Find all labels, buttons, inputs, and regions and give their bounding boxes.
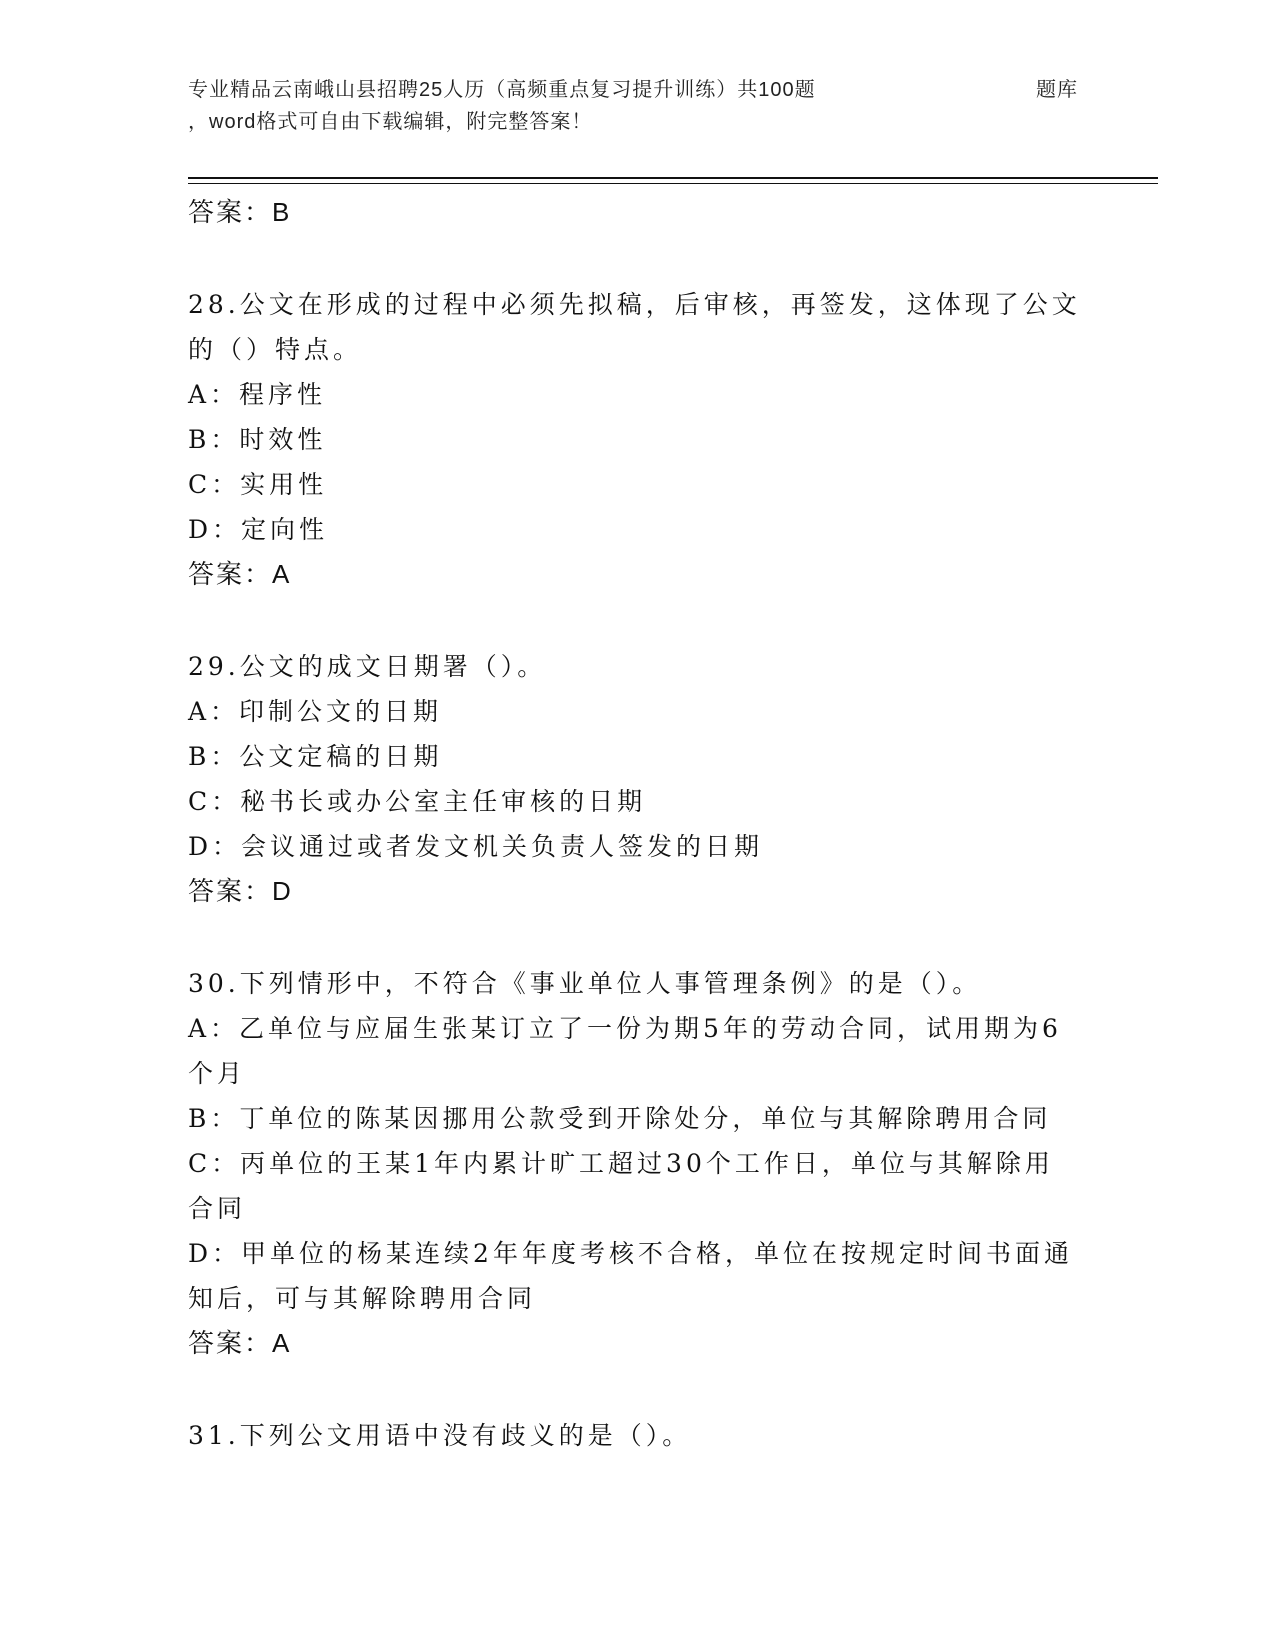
page-header [188,74,1078,138]
header-tag: 题库 [1036,79,1078,101]
option-a: A：乙单位与应届生张某订立了一份为期5年的劳动合同，试用期为6 [188,1014,1062,1043]
option-b: B：时效性 [188,425,327,454]
option-c: C：丙单位的王某1年内累计旷工超过30个工作日，单位与其解除用 [188,1149,1054,1178]
question-30 [188,961,1088,1366]
header-rule-thin [188,183,1158,184]
question-text: 29.公文的成文日期署（）。 [188,652,547,681]
option-d: D：会议通过或者发文机关负责人签发的日期 [188,832,764,861]
header-line-1 [188,74,1078,106]
option-a: A：程序性 [188,380,327,409]
question-29 [188,644,1088,914]
question-text: 28.公文在形成的过程中必须先拟稿，后审核，再签发，这体现了公文 [188,290,1081,319]
option-a-cont: 个月 [188,1059,247,1088]
header-title: 专业精品云南峨山县招聘25人历（高频重点复习提升训练）共100题 [188,79,816,101]
header-rule-thick [188,177,1158,179]
spacer [188,597,1088,644]
option-c-cont: 合同 [188,1194,247,1223]
spacer [188,235,1088,282]
answer-29: 答案：D [188,876,293,906]
option-c: C：实用性 [188,470,328,499]
option-c: C：秘书长或办公室主任审核的日期 [188,787,647,816]
question-text: 31.下列公文用语中没有歧义的是（）。 [188,1421,692,1450]
option-a: A：印制公文的日期 [188,697,443,726]
question-28 [188,282,1088,597]
answer-28: 答案：A [188,559,292,589]
option-b: B：公文定稿的日期 [188,742,443,771]
option-d-cont: 知后，可与其解除聘用合同 [188,1284,537,1313]
question-31 [188,1413,1088,1458]
answer-30: 答案：A [188,1328,292,1358]
question-text: 30.下列情形中，不符合《事业单位人事管理条例》的是（）。 [188,969,982,998]
answer-27: 答案：B [188,197,292,227]
header-subtitle: ，word格式可自由下载编辑，附完整答案！ [188,111,593,133]
option-d: D：甲单位的杨某连续2年年度考核不合格，单位在按规定时间书面通 [188,1239,1073,1268]
option-b: B：丁单位的陈某因挪用公款受到开除处分，单位与其解除聘用合同 [188,1104,1052,1133]
question-text: 的（）特点。 [188,335,363,364]
spacer [188,1366,1088,1413]
spacer [188,914,1088,961]
option-d: D：定向性 [188,515,329,544]
questions-content [188,190,1088,1458]
